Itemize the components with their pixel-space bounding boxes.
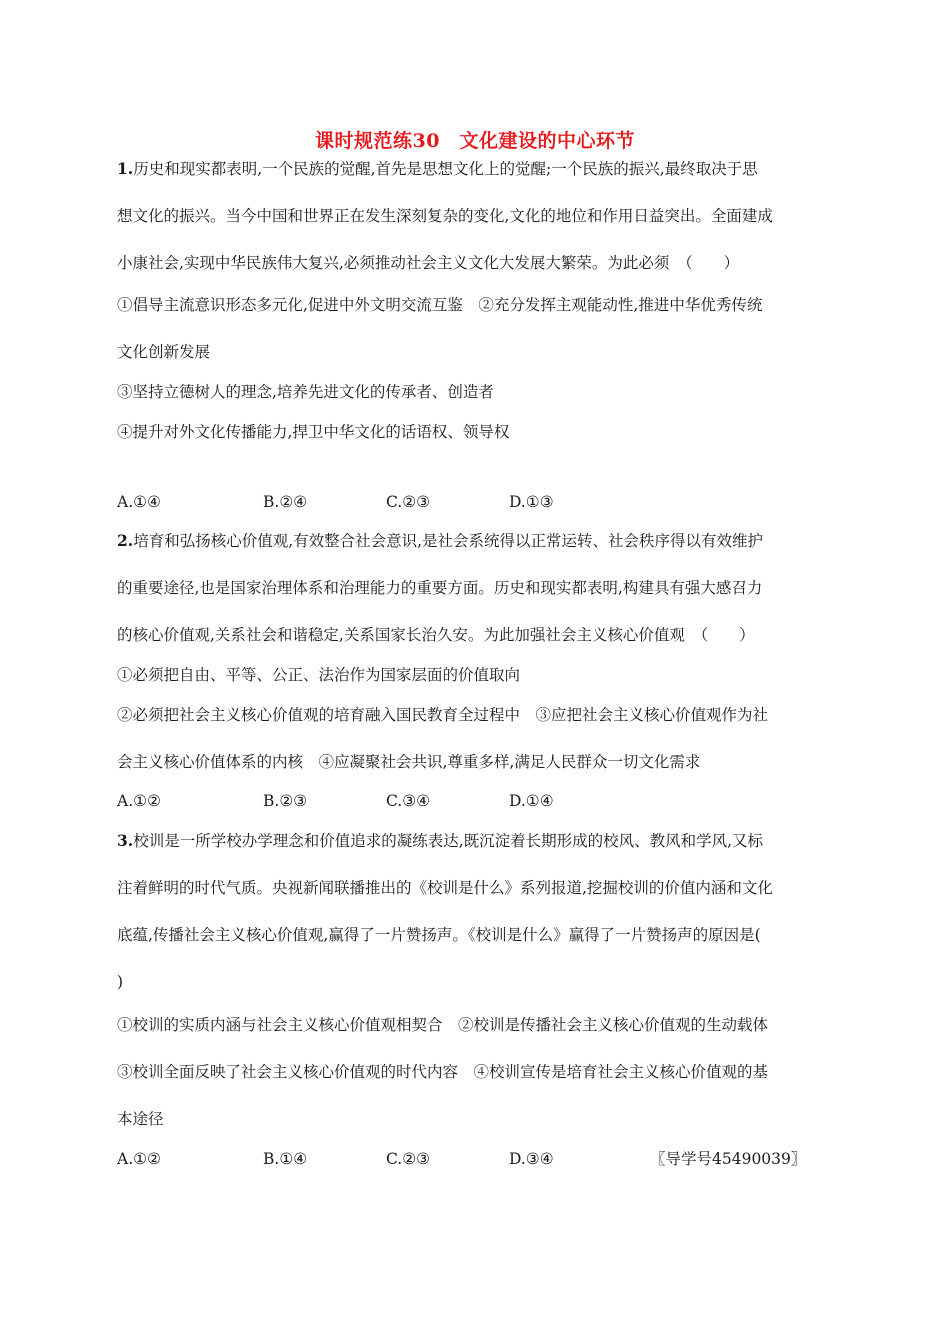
guide-reference-number: 〖导学号45490039〗: [650, 1150, 807, 1168]
q1-stem-line-3: 小康社会,实现中华民族伟大复兴,必须推动社会主义文化大发展大繁荣。为此必须 （ ）: [117, 254, 740, 272]
q2-stem-line-1: 2.培育和弘扬核心价值观,有效整合社会意识,是社会系统得以正常运转、社会秩序得以有效维护: [117, 531, 764, 550]
q3-stem-line-2: 注着鲜明的时代气质。央视新闻联播推出的《校训是什么》系列报道,挖掘校训的价值内涵和文化: [117, 879, 773, 897]
q3-item-line-3: 本途径: [117, 1110, 164, 1128]
q2-option-c[interactable]: C.③④: [386, 792, 431, 810]
q2-item-line-3: 会主义核心价值体系的内核 ④应凝聚社会共识,尊重多样,满足人民群众一切文化需求: [117, 753, 701, 771]
q2-item-line-1: ①必须把自由、平等、公正、法治作为国家层面的价值取向: [117, 666, 521, 684]
q1-item-line-2: 文化创新发展: [117, 343, 211, 361]
q2-option-a[interactable]: A.①②: [117, 792, 161, 810]
q1-item-line-4: ④提升对外文化传播能力,捍卫中华文化的话语权、领导权: [117, 423, 510, 441]
q3-stem-line-1: 3.校训是一所学校办学理念和价值追求的凝练表达,既沉淀着长期形成的校风、教风和学风,又标: [117, 831, 764, 850]
q1-option-d[interactable]: D.①③: [509, 493, 554, 511]
q1-stem-line-2: 想文化的振兴。当今中国和世界正在发生深刻复杂的变化,文化的地位和作用日益突出。全面建成: [117, 207, 773, 225]
q2-option-d[interactable]: D.①④: [509, 792, 554, 810]
q2-option-b[interactable]: B.②③: [263, 792, 308, 810]
q1-option-a[interactable]: A.①④: [117, 493, 161, 511]
q3-option-b[interactable]: B.①④: [263, 1150, 308, 1168]
q1-number: 1.: [117, 159, 134, 178]
q3-stem-line-3: 底蕴,传播社会主义核心价值观,赢得了一片赞扬声。《校训是什么》赢得了一片赞扬声的原因是(: [117, 926, 761, 944]
q2-stem-line-3: 的核心价值观,关系社会和谐稳定,关系国家长治久安。为此加强社会主义核心价值观 （ ）: [117, 626, 755, 644]
q3-number: 3.: [117, 831, 134, 850]
q3-item-line-1: ①校训的实质内涵与社会主义核心价值观相契合 ②校训是传播社会主义核心价值观的生动载体: [117, 1016, 769, 1034]
q2-number: 2.: [117, 531, 134, 550]
q1-option-c[interactable]: C.②③: [386, 493, 431, 511]
q1-option-b[interactable]: B.②④: [263, 493, 308, 511]
q3-stem-line-4: ): [117, 973, 124, 991]
q3-option-d[interactable]: D.③④: [509, 1150, 554, 1168]
q1-item-line-1: ①倡导主流意识形态多元化,促进中外文明交流互鉴 ②充分发挥主观能动性,推进中华优秀传统: [117, 296, 763, 314]
q1-stem-line-1: 1.历史和现实都表明,一个民族的觉醒,首先是思想文化上的觉醒;一个民族的振兴,最终取决于思: [117, 159, 758, 178]
q2-item-line-2: ②必须把社会主义核心价值观的培育融入国民教育全过程中 ③应把社会主义核心价值观作为社: [117, 706, 769, 724]
q3-option-a[interactable]: A.①②: [117, 1150, 161, 1168]
q1-item-line-3: ③坚持立德树人的理念,培养先进文化的传承者、创造者: [117, 383, 494, 401]
q2-stem-line-2: 的重要途径,也是国家治理体系和治理能力的重要方面。历史和现实都表明,构建具有强大感召力: [117, 579, 763, 597]
page-title: 课时规范练30 文化建设的中心环节: [315, 130, 635, 152]
q3-item-line-2: ③校训全面反映了社会主义核心价值观的时代内容 ④校训宣传是培育社会主义核心价值观的基: [117, 1063, 769, 1081]
q3-option-c[interactable]: C.②③: [386, 1150, 431, 1168]
